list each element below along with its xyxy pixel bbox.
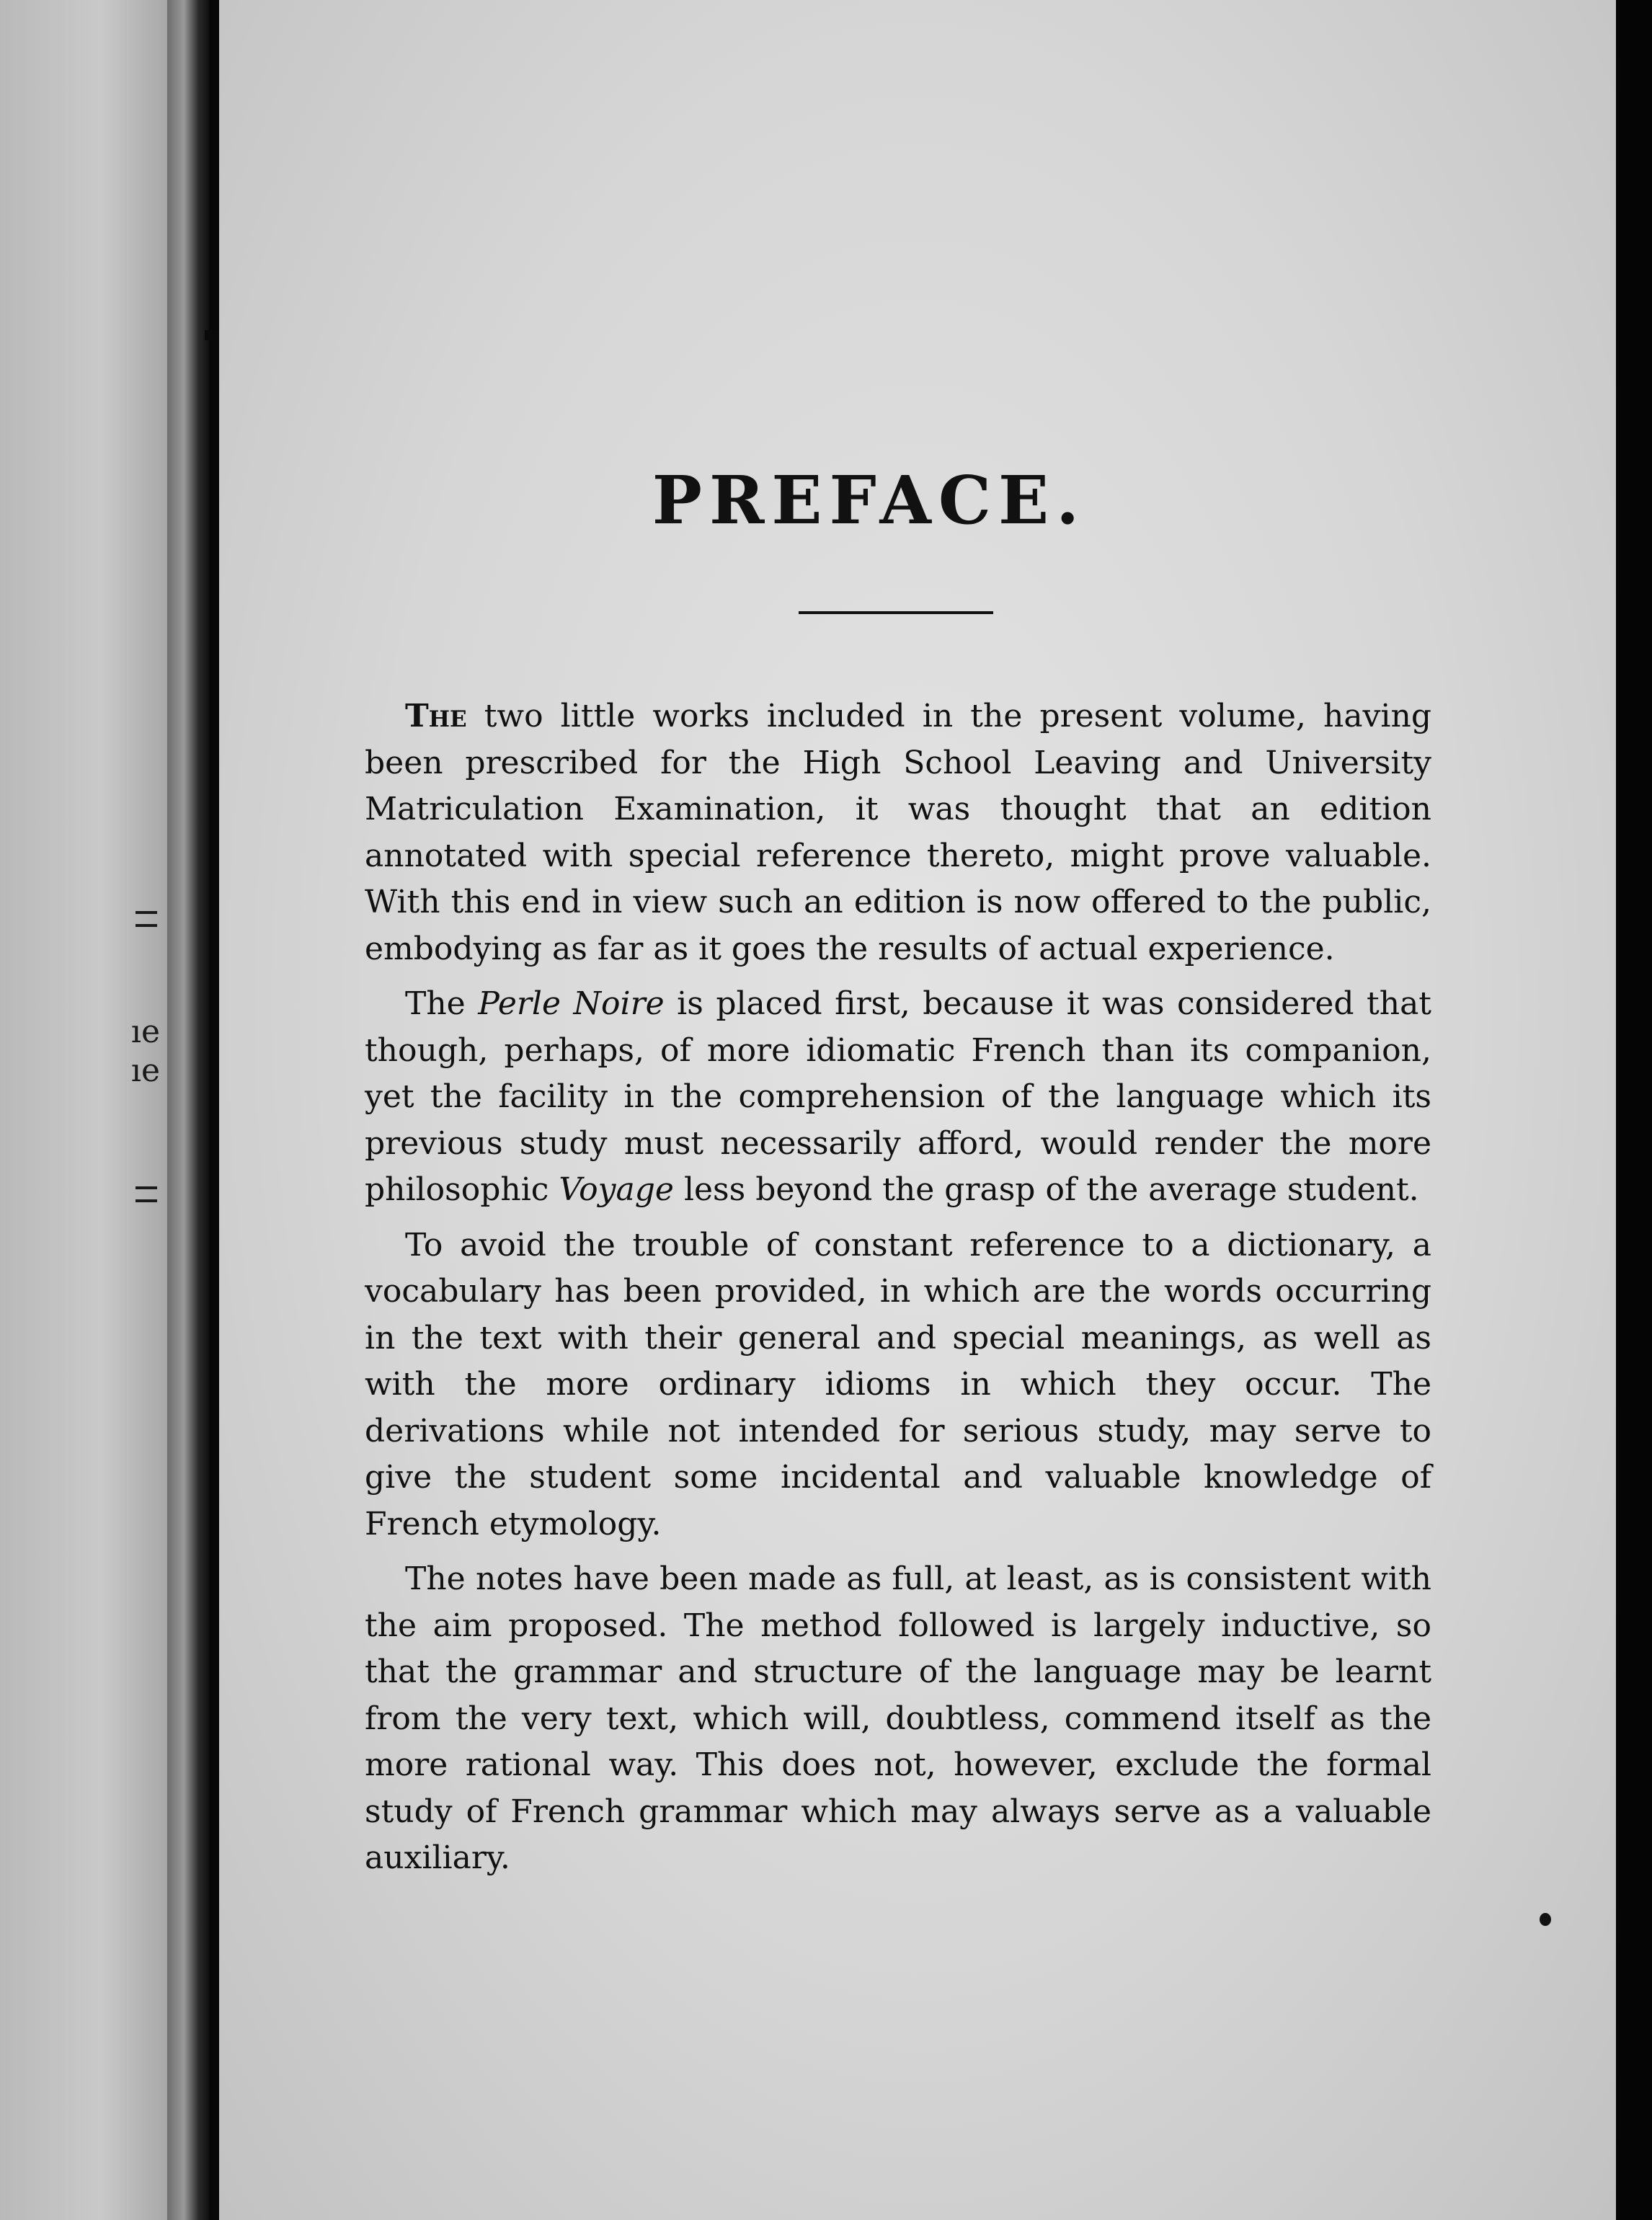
paragraph-4 (365, 1556, 1431, 1882)
paragraph-text: The (405, 985, 479, 1022)
paragraph-text: less beyond the grasp of the average student. (673, 1171, 1419, 1208)
book-gutter (167, 0, 209, 2220)
book-title-perle-noire: Perle Noire (478, 985, 665, 1022)
paragraph-1 (365, 693, 1431, 972)
paragraph-3 (365, 1222, 1431, 1548)
drop-lead: The (405, 698, 467, 734)
left-page-rule (136, 1186, 157, 1202)
paragraph-text: is placed first, because it was considered that though, perhaps, of more idiomatic French than its companion, yet the facility in the comprehension of the language which its previous study must necessarily afford, would render the more philosophic (365, 985, 1431, 1208)
left-page-text-fragment: ıe (130, 1052, 160, 1089)
page-edge (1616, 0, 1652, 2220)
paragraph-text: To avoid the trouble of constant reference to a dictionary, a vocabulary has been provided, in which are the words occurring in the text with their general and special meanings, as well as with the more ordinary idioms in which they occur. The derivations while not intended for serious study, may serve to give the student some incidental and valuable knowledge of French etymology. (365, 1226, 1431, 1542)
paragraph-text: two little works included in the present volume, having been prescribed for the High School Leaving and University Matriculation Examination, it was thought that an edition annotated with special reference thereto, might prove valuable. With this end in view such an edition is now offered to the public, embodying as far as it goes the results of actual experience. (365, 698, 1431, 967)
ink-speck (1540, 1913, 1551, 1926)
title-rule (799, 611, 993, 614)
preface-body (365, 693, 1431, 1891)
paragraph-text: The notes have been made as full, at least, as is consistent with the aim proposed. The method followed is largely inductive, so that the grammar and structure of the language may be learnt from the very text, which will, doubtless, commend itself as the more rational way. This does not, however, exclude the formal study of French grammar which may always serve as a valuable auxiliary. (365, 1560, 1431, 1876)
left-page-text-fragment: ıe (130, 1013, 160, 1050)
page-title: PREFACE. (652, 461, 1087, 539)
left-page-rule (136, 911, 157, 927)
left-page-fragment (0, 0, 167, 2220)
book-title-voyage: Voyage (559, 1171, 674, 1208)
paragraph-2 (365, 981, 1431, 1214)
